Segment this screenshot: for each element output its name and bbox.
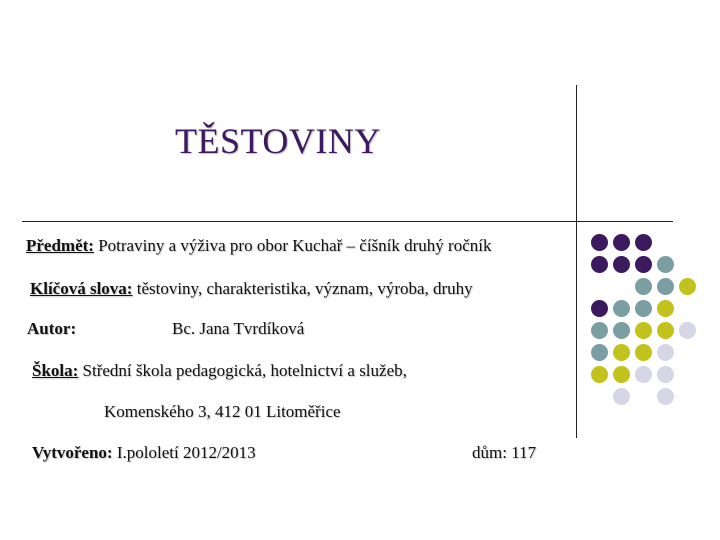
author-value: Bc. Jana Tvrdíková [172, 319, 305, 338]
created-line [32, 443, 256, 463]
author-label: Autor: [27, 319, 77, 338]
decorative-dot [657, 344, 674, 361]
subject-label: Předmět: [26, 236, 94, 255]
decorative-dot [613, 234, 630, 251]
decorative-dot [635, 256, 652, 273]
decorative-dot [613, 388, 630, 405]
decorative-dot [613, 344, 630, 361]
created-value: I.pololetí 2012/2013 [112, 443, 256, 462]
decorative-dot [613, 366, 630, 383]
decorative-dot [635, 366, 652, 383]
keywords-line [30, 279, 473, 299]
decorative-dot [679, 322, 696, 339]
decorative-dot [591, 366, 608, 383]
decorative-dot [591, 344, 608, 361]
decorative-dot [635, 322, 652, 339]
decorative-dot [613, 256, 630, 273]
decorative-dot [613, 322, 630, 339]
created-label: Vytvořeno: [32, 443, 113, 462]
decorative-dot [591, 256, 608, 273]
decorative-dot [591, 322, 608, 339]
author-line [27, 319, 76, 339]
decorative-dot [635, 300, 652, 317]
decorative-dot [657, 388, 674, 405]
decorative-dot [657, 300, 674, 317]
decorative-dot [591, 234, 608, 251]
decorative-dot [679, 278, 696, 295]
school-address: Komenského 3, 412 01 Litoměřice [104, 402, 341, 421]
decorative-dot [657, 322, 674, 339]
dum-number: dům: 117 [472, 443, 537, 462]
school-value: Střední škola pedagogická, hotelnictví a služeb, [78, 361, 407, 380]
keywords-value: těstoviny, charakteristika, význam, výroba, druhy [132, 279, 473, 298]
subject-value: Potraviny a výživa pro obor Kuchař – číšník druhý ročník [93, 236, 492, 255]
slide-title: TĚSTOVINY [175, 121, 381, 161]
decorative-dot [635, 278, 652, 295]
decorative-dot [635, 234, 652, 251]
subject-line [26, 236, 492, 256]
decorative-dot [657, 366, 674, 383]
school-line [32, 361, 407, 381]
decorative-dot [613, 300, 630, 317]
keywords-label: Klíčová slova: [30, 279, 133, 298]
decorative-dot [657, 256, 674, 273]
decorative-dot [657, 278, 674, 295]
vertical-divider [576, 85, 577, 438]
decorative-dot [591, 300, 608, 317]
school-label: Škola: [32, 361, 79, 380]
decorative-dot [635, 344, 652, 361]
